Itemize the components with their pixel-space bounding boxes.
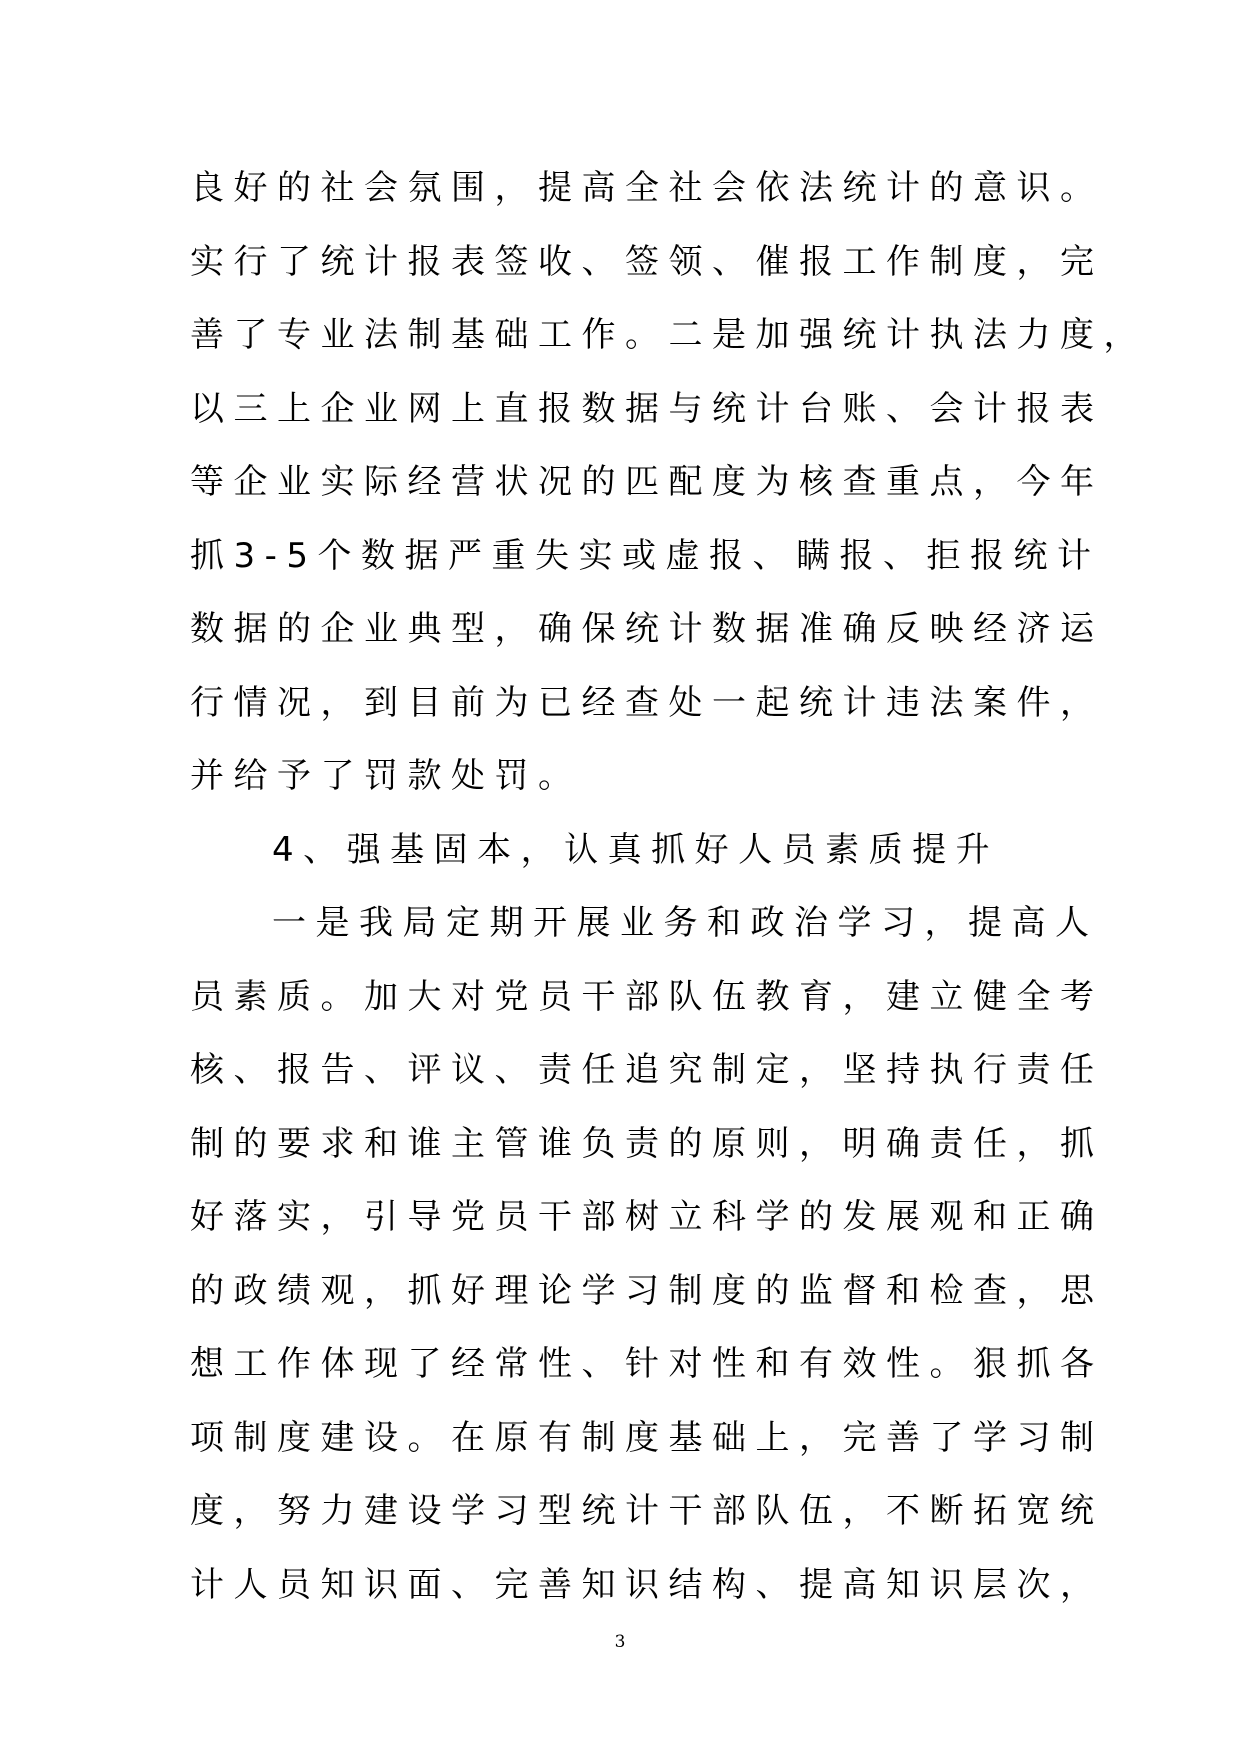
text-line: 并给予了罚款处罚。 xyxy=(190,756,582,796)
text-line: 实行了统计报表签收、签领、催报工作制度，完 xyxy=(190,241,1104,282)
text-line: 计人员知识面、完善知识结构、提高知识层次， xyxy=(190,1564,1104,1605)
section-heading: 4、强基固本，认真抓好人员素质提升 xyxy=(272,829,1000,870)
text-line: 抓3-5个数据严重失实或虚报、瞒报、拒报统计 xyxy=(190,535,1101,576)
text-line: 数据的企业典型，确保统计数据准确反映经济运 xyxy=(190,609,1104,649)
text-line: 项制度建设。在原有制度基础上，完善了学习制 xyxy=(190,1417,1104,1458)
text-line: 的政绩观，抓好理论学习制度的监督和检查，思 xyxy=(190,1270,1104,1311)
text-line: 好落实，引导党员干部树立科学的发展观和正确 xyxy=(190,1197,1104,1237)
text-line: 善了专业法制基础工作。二是加强统计执法力度， xyxy=(190,315,1147,355)
body-text xyxy=(190,160,1147,1630)
text-line: 一是我局定期开展业务和政治学习，提高人 xyxy=(272,903,1099,943)
text-line: 制的要求和谁主管谁负责的原则，明确责任，抓 xyxy=(190,1123,1104,1164)
text-line: 以三上企业网上直报数据与统计台账、会计报表 xyxy=(190,388,1104,429)
text-line: 度，努力建设学习型统计干部队伍，不断拓宽统 xyxy=(190,1491,1104,1531)
text-line: 行情况，到目前为已经查处一起统计违法案件， xyxy=(190,682,1104,723)
text-line: 员素质。加大对党员干部队伍教育，建立健全考 xyxy=(190,976,1104,1017)
text-line: 核、报告、评议、责任追究制定，坚持执行责任 xyxy=(190,1050,1104,1090)
text-line: 等企业实际经营状况的匹配度为核查重点，今年 xyxy=(190,462,1104,502)
text-line: 想工作体现了经常性、针对性和有效性。狠抓各 xyxy=(190,1344,1104,1384)
text-line: 良好的社会氛围，提高全社会依法统计的意识。 xyxy=(190,168,1104,208)
page-number: 3 xyxy=(614,1632,626,1652)
